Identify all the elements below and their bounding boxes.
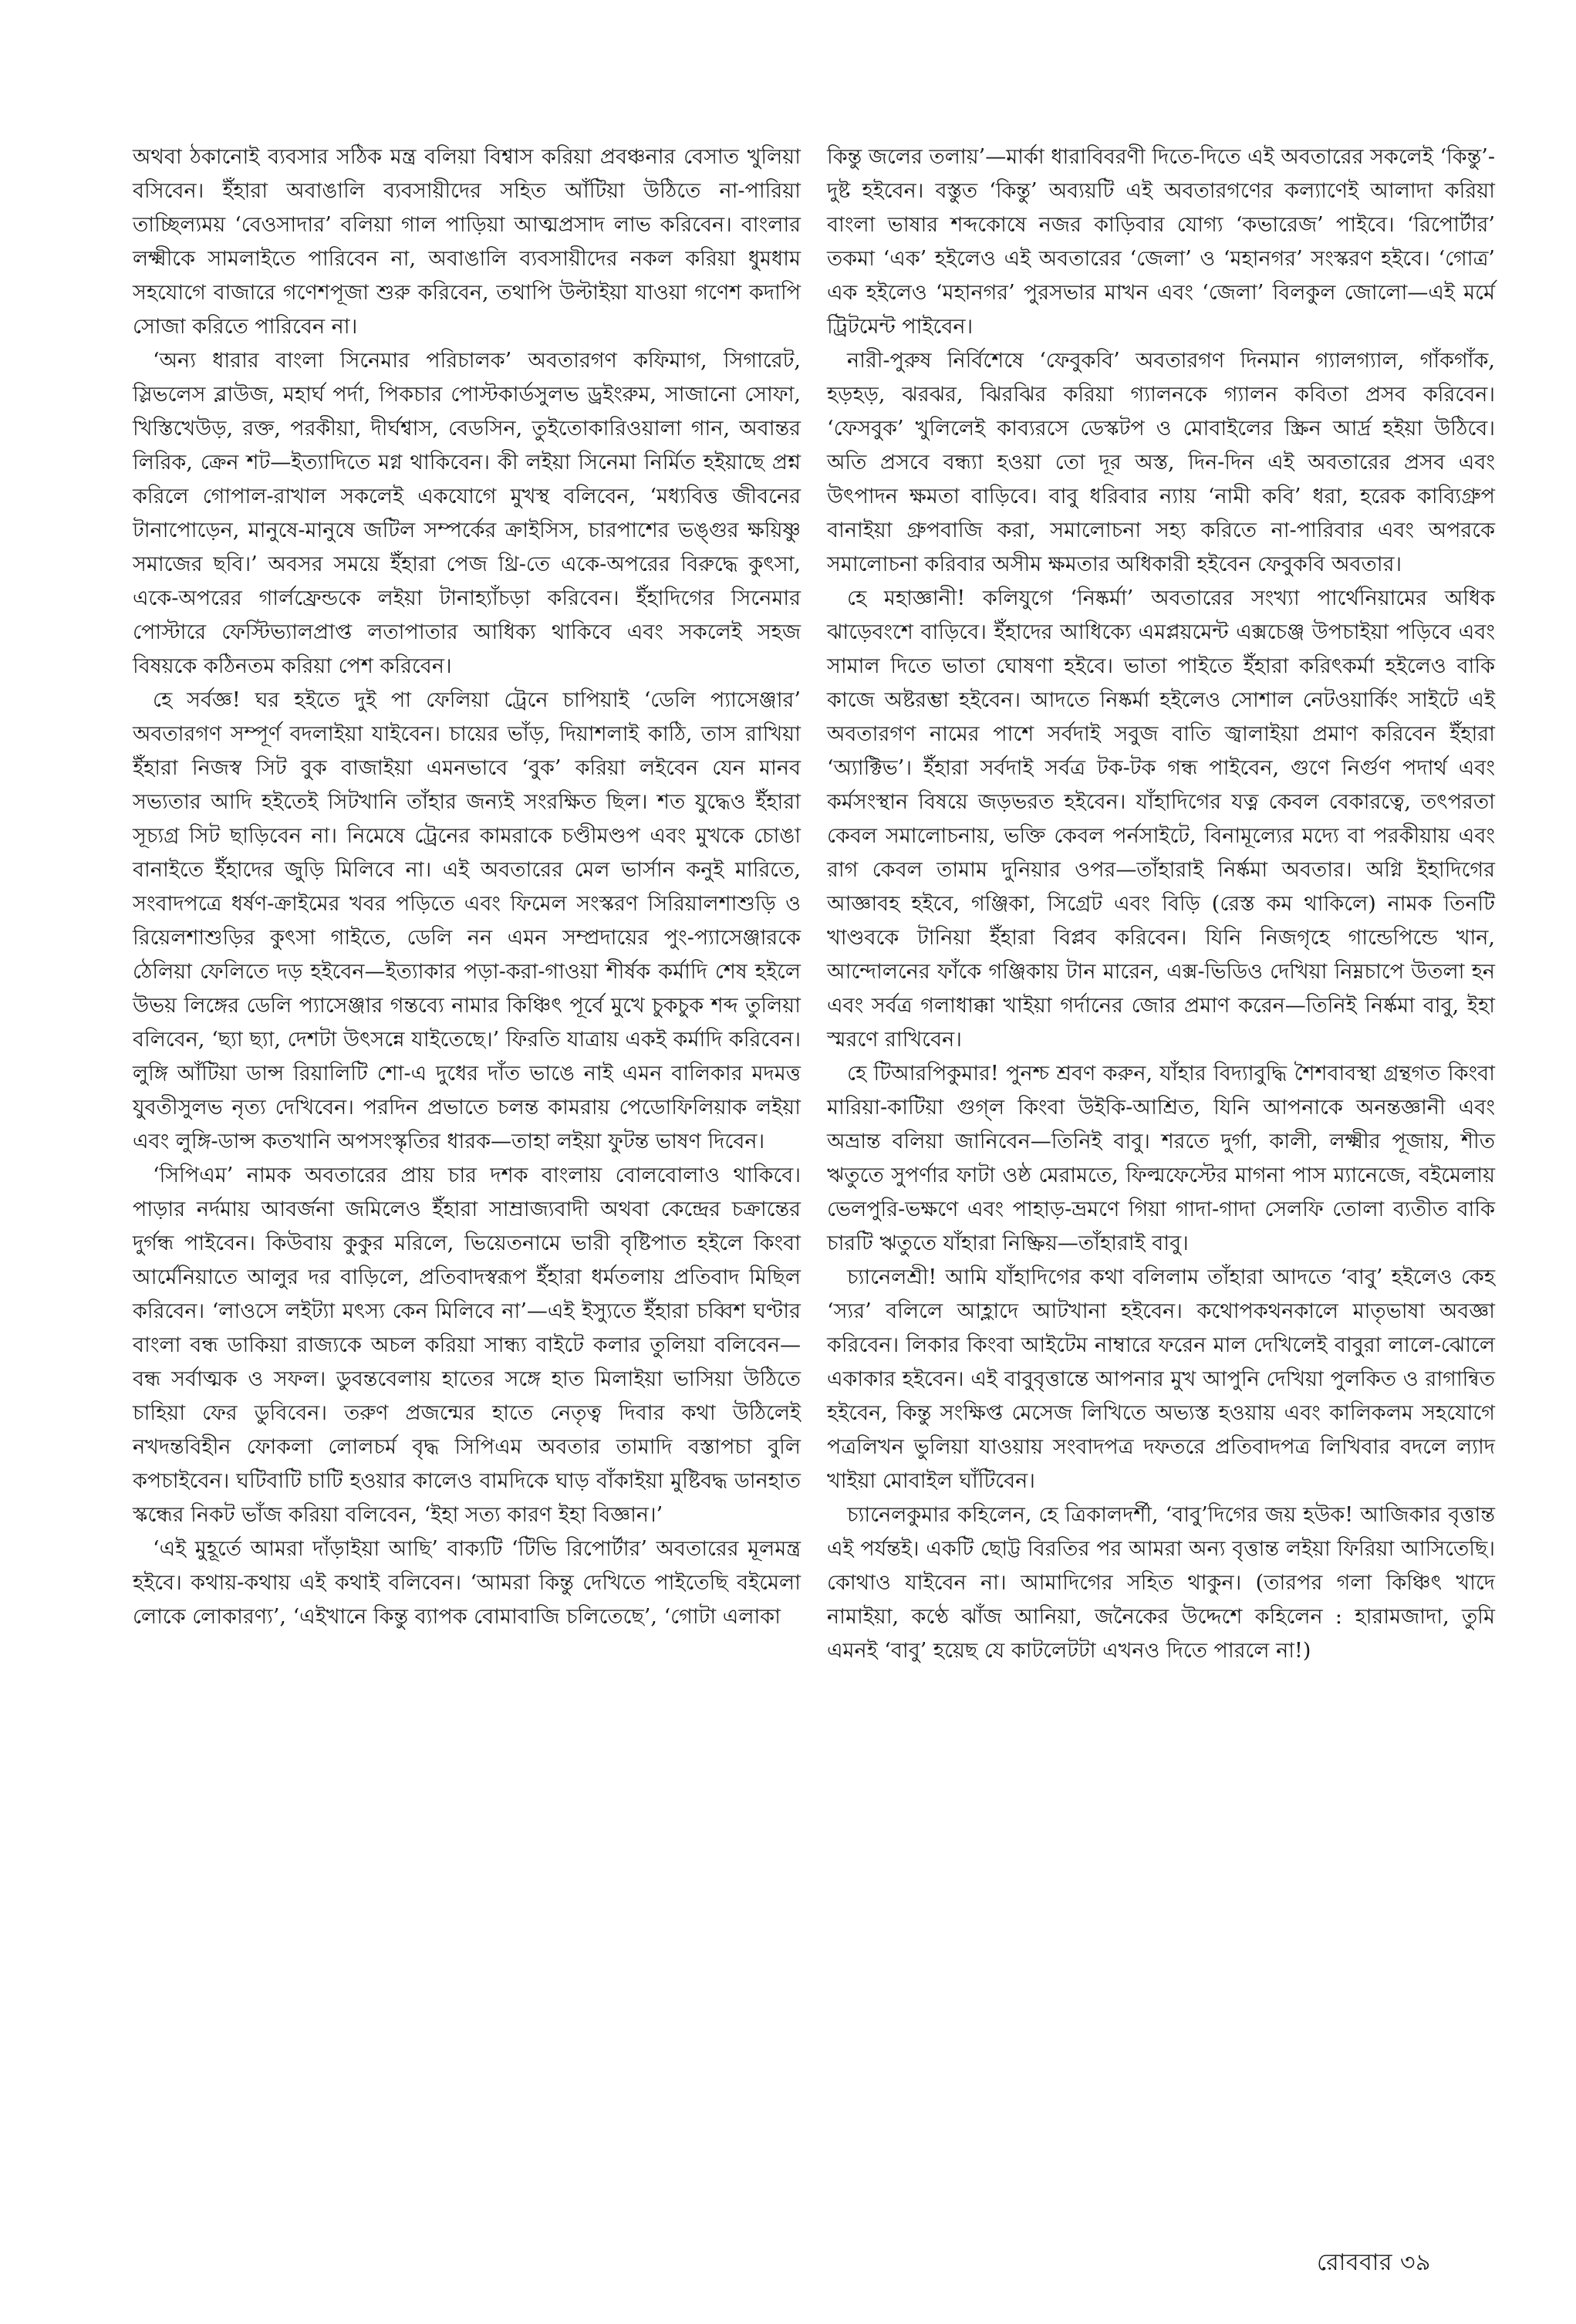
paragraph: ‘অন্য ধারার বাংলা সিনেমার পরিচালক’ অবতারগণ কফিমাগ, সিগারেট, স্লিভলেস ব্লাউজ, মহার্ঘ পর্দা, পিকচার পোস্টকার্ডসুলভ ড্রইংরুম, সাজানো সোফা, খিস্তিখেউড়, রক্ত, পরকীয়া, দীর্ঘশ্বাস, বেডসিন, তুইতোকারিওয়ালা গান, অবান্তর লিরিক, ক্রেন শট—ইত্যাদিতে মগ্ন থাকিবেন। কী লইয়া সিনেমা নির্মিত হইয়াছে প্রশ্ন করিলে গোপাল-রাখাল সকলেই একযোগে মুখস্থ বলিবেন, ‘মধ্যবিত্ত জীবনের টানাপোড়েন, মানুষে-মানুষে জটিল সম্পর্কের ক্রাইসিস, চারপাশের ভঙ্গুর ক্ষয়িষ্ণু সমাজের ছবি।’ অবসর সময়ে ইঁহারা পেজ থ্রি-তে একে-অপরের বিরুদ্ধে কুৎসা, একে-অপরের গার্লফ্রেন্ডকে লইয়া টানাহ্যাঁচড়া করিবেন। ইঁহাদিগের সিনেমার পোস্টারে ফেস্টিভ্যালপ্রাপ্ত লতাপাতার আধিক্য থাকিবে এবং সকলেই সহজ বিষয়কে কঠিনতম করিয়া পেশ করিবেন। <box>133 349 801 678</box>
paragraph: চ্যানেলশ্রী! আমি যাঁহাদিগের কথা বলিলাম তাঁহারা আদতে ‘বাবু’ হইলেও কেহ ‘স্যর’ বলিলে আহ্লাদে আটখানা হইবেন। কথোপকথনকালে মাতৃভাষা অবজ্ঞা করিবেন। লিকার কিংবা আইটেম নাম্বারে ফরেন মাল দেখিলেই বাবুরা লালে-ঝোলে একাকার হইবেন। এই বাবুবৃত্তান্তে আপনার মুখ আপুনি দেখিয়া পুলকিত ও রাগান্বিত হইবেন, কিন্তু সংক্ষিপ্ত মেসেজ লিখিতে অভ্যস্ত হওয়ায় এবং কালিকলম সহযোগে পত্রলিখন ভুলিয়া যাওয়ায় সংবাদপত্র দফতরে প্রতিবাদপত্র লিখিবার বদলে ল্যাদ খাইয়া মোবাইল ঘাঁটিবেন। <box>827 1265 1495 1493</box>
page-footer <box>1317 2244 1431 2283</box>
paragraph: কিন্তু জলের তলায়’—মার্কা ধারাবিবরণী দিতে-দিতে এই অবতারের সকলেই ‘কিন্তু’-দুষ্ট হইবেন। বস্তুত ‘কিন্তু’ অব্যয়টি এই অবতারগণের কল্যাণেই আলাদা করিয়া বাংলা ভাষার শব্দকোষে নজর কাড়িবার যোগ্য ‘কভারেজ’ পাইবে। ‘রিপোর্টার’ তকমা ‘এক’ হইলেও এই অবতারের ‘জেলা’ ও ‘মহানগর’ সংস্করণ হইবে। ‘গোত্র’ এক হইলেও ‘মহানগর’ পুরসভার মাখন এবং ‘জেলা’ বিলকুল জোলো—এই মর্মে ট্রিটমেন্ট পাইবেন। <box>827 145 1495 339</box>
left-column <box>133 140 801 1634</box>
right-column <box>827 140 1495 1668</box>
paragraph: হে সর্বজ্ঞ! ঘর হইতে দুই পা ফেলিয়া ট্রেনে চাপিয়াই ‘ডেলি প্যাসেঞ্জার’ অবতারগণ সম্পূর্ণ বদলাইয়া যাইবেন। চায়ের ভাঁড়, দিয়াশলাই কাঠি, তাস রাখিয়া ইঁহারা নিজস্ব সিট বুক বাজাইয়া এমনভাবে ‘বুক’ করিয়া লইবেন যেন মানব সভ্যতার আদি হইতেই সিটখানি তাঁহার জন্যই সংরক্ষিত ছিল। শত যুদ্ধেও ইঁহারা সূচ্যগ্র সিট ছাড়িবেন না। নিমেষে ট্রেনের কামরাকে চণ্ডীমণ্ডপ এবং মুখকে চোঙা বানাইতে ইঁহাদের জুড়ি মিলিবে না। এই অবতারের মেল ভার্সান কনুই মারিতে, সংবাদপত্রে ধর্ষণ-ক্রাইমের খবর পড়িতে এবং ফিমেল সংস্করণ সিরিয়ালশাশুড়ি ও রিয়েলশাশুড়ির কুৎসা গাইতে, ডেলি নন এমন সম্প্রদায়ের পুং-প্যাসেঞ্জারকে ঠেলিয়া ফেলিতে দড় হইবেন—ইত্যাকার পড়া-করা-গাওয়া শীর্ষক কর্মাদি শেষ হইলে উভয় লিঙ্গের ডেলি প্যাসেঞ্জার গন্তব্যে নামার কিঞ্চিৎ পূর্বে মুখে চুকচুক শব্দ তুলিয়া বলিবেন, ‘ছ্যা ছ্যা, দেশটা উৎসন্নে যাইতেছে।’ ফিরতি যাত্রায় একই কর্মাদি করিবেন। লুঙ্গি আঁটিয়া ডান্স রিয়ালিটি শো-এ দুধের দাঁত ভাঙে নাই এমন বালিকার মদমত্ত যুবতীসুলভ নৃত্য দেখিবেন। পরদিন প্রভাতে চলন্ত কামরায় পেডোফিলিয়াক লইয়া এবং লুঙ্গি-ডান্স কতখানি অপসংস্কৃতির ধারক—তাহা লইয়া ফুটন্ত ভাষণ দিবেন। <box>133 688 801 1154</box>
paragraph: হে মহাজ্ঞানী! কলিযুগে ‘নিষ্কর্মা’ অবতারের সংখ্যা পার্থেনিয়ামের অধিক ঝাড়েবংশে বাড়িবে। ইঁহাদের আধিক্যে এমপ্লয়মেন্ট এক্সচেঞ্জ উপচাইয়া পড়িবে এবং সামাল দিতে ভাতা ঘোষণা হইবে। ভাতা পাইতে ইঁহারা করিৎকর্মা হইলেও বাকি কাজে অষ্টরম্ভা হইবেন। আদতে নিষ্কর্মা হইলেও সোশাল নেটওয়ার্কিং সাইটে এই অবতারগণ নামের পাশে সর্বদাই সবুজ বাতি জ্বালাইয়া প্রমাণ করিবেন ইঁহারা ‘অ্যাক্টিভ’। ইঁহারা সর্বদাই সর্বত্র টক-টক গন্ধ পাইবেন, গুণে নির্গুণ পদার্থ এবং কর্মসংস্থান বিষয়ে জড়ভরত হইবেন। যাঁহাদিগের যত্ন কেবল বেকারত্বে, তৎপরতা কেবল সমালোচনায়, ভক্তি কেবল পর্নসাইটে, বিনামূল্যের মদ্যে বা পরকীয়ায় এবং রাগ কেবল তামাম দুনিয়ার ওপর—তাঁহারাই নির্ষ্কমা অবতার। অগ্নি ইহাদিগের আজ্ঞাবহ হইবে, গঞ্জিকা, সিগ্রেট এবং বিড়ি (রেস্ত কম থাকিলে) নামক তিনটি খাণ্ডবকে টানিয়া ইঁহারা বিপ্লব করিবেন। যিনি নিজগৃহে গান্ডেপিন্ডে খান, আন্দোলনের ফাঁকে গঞ্জিকায় টান মারেন, এক্স-ভিডিও দেখিয়া নিম্নচাপে উতলা হন এবং সর্বত্র গলাধাক্কা খাইয়া গর্দানের জোর প্রমাণ করেন—তিনিই নির্ষ্কমা বাবু, ইহা স্মরণে রাখিবেন। <box>827 586 1495 1052</box>
paragraph: চ্যানেলকুমার কহিলেন, হে ত্রিকালদর্শী, ‘বাবু’দিগের জয় হউক! আজিকার বৃত্তান্ত এই পর্যন্তই। একটি ছোট্ট বিরতির পর আমরা অন্য বৃত্তান্ত লইয়া ফিরিয়া আসিতেছি। কোথাও যাইবেন না। আমাদিগের সহিত থাকুন। (তারপর গলা কিঞ্চিৎ খাদে নামাইয়া, কণ্ঠে ঝাঁজ আনিয়া, জনৈকের উদ্দেশে কহিলেন : হারামজাদা, তুমি এমনই ‘বাবু’ হয়েছ যে কাটলেটটা এখনও দিতে পারলে না!) <box>827 1503 1495 1663</box>
paragraph: নারী-পুরুষ নির্বিশেষে ‘ফেবুকবি’ অবতারগণ দিনমান গ্যালগ্যাল, গাঁকগাঁক, হড়হড়, ঝরঝর, ঝিরঝির করিয়া গ্যালনকে গ্যালন কবিতা প্রসব করিবেন। ‘ফেসবুক’ খুলিলেই কাব্যরসে ডেস্কটপ ও মোবাইলের স্ক্রিন আর্দ্র হইয়া উঠিবে। অতি প্রসবে বন্ধ্যা হওয়া তো দূর অস্ত, দিন-দিন এই অবতারের প্রসব এবং উৎপাদন ক্ষমতা বাড়িবে। বাবু ধরিবার ন্যায় ‘নামী কবি’ ধরা, হরেক কাব্যিগ্রুপ বানাইয়া গ্রুপবাজি করা, সমালোচনা সহ্য করিতে না-পারিবার এবং অপরকে সমালোচনা করিবার অসীম ক্ষমতার অধিকারী হইবেন ফেবুকবি অবতার। <box>827 349 1495 576</box>
page-number-label: রোববার ৩৯ <box>1317 2249 1431 2276</box>
paragraph: ‘এই মুহূর্তে আমরা দাঁড়াইয়া আছি’ বাক্যটি ‘টিভি রিপোর্টার’ অবতারের মূলমন্ত্র হইবে। কথায়-কথায় এই কথাই বলিবেন। ‘আমরা কিন্তু দেখিতে পাইতেছি বইমেলা লোকে লোকারণ্য’, ‘এইখানে কিন্তু ব্যাপক বোমাবাজি চলিতেছে’, ‘গোটা এলাকা <box>133 1537 801 1629</box>
paragraph: অথবা ঠকানোই ব্যবসার সঠিক মন্ত্র বলিয়া বিশ্বাস করিয়া প্রবঞ্চনার বেসাত খুলিয়া বসিবেন। ইঁহারা অবাঙালি ব্যবসায়ীদের সহিত আঁটিয়া উঠিতে না-পারিয়া তাচ্ছিল্যময় ‘বেওসাদার’ বলিয়া গাল পাড়িয়া আত্মপ্রসাদ লাভ করিবেন। বাংলার লক্ষ্মীকে সামলাইতে পারিবেন না, অবাঙালি ব্যবসায়ীদের নকল করিয়া ধুমধাম সহযোগে বাজারে গণেশপূজা শুরু করিবেন, তথাপি উল্টাইয়া যাওয়া গণেশ কদাপি সোজা করিতে পারিবেন না। <box>133 145 801 339</box>
paragraph: হে টিআরপিকুমার! পুনশ্চ শ্রবণ করুন, যাঁহার বিদ্যাবুদ্ধি শৈশবাবস্থা গ্রন্থগত কিংবা মারিয়া-কাটিয়া গুগ্‌ল কিংবা উইকি-আশ্রিত, যিনি আপনাকে অনন্তজ্ঞানী এবং অভ্রান্ত বলিয়া জানিবেন—তিনিই বাবু। শরতে দুর্গা, কালী, লক্ষ্মীর পূজায়, শীত ঋতুতে সুপর্ণার ফাটা ওষ্ঠ মেরামতে, ফিল্মফেস্টের মাগনা পাস ম্যানেজে, বইমেলায় ভেলপুরি-ভক্ষণে এবং পাহাড়-ভ্রমণে গিয়া গাদা-গাদা সেলফি তোলা ব্যতীত বাকি চারটি ঋতুতে যাঁহারা নিষ্ক্রিয়—তাঁহারাই বাবু। <box>827 1062 1495 1255</box>
paragraph: ‘সিপিএম’ নামক অবতারের প্রায় চার দশক বাংলায় বোলবোলাও থাকিবে। পাড়ার নর্দমায় আবর্জনা জমিলেও ইঁহারা সাম্রাজ্যবাদী অথবা কেন্দ্রের চক্রান্তের দুর্গন্ধ পাইবেন। কিউবায় কুকুর মরিলে, ভিয়েতনামে ভারী বৃষ্টিপাত হইলে কিংবা আর্মেনিয়াতে আলুর দর বাড়িলে, প্রতিবাদস্বরূপ ইঁহারা ধর্মতলায় প্রতিবাদ মিছিল করিবেন। ‘লাওসে লইট্যা মৎস্য কেন মিলিবে না’—এই ইস্যুতে ইঁহারা চব্বিশ ঘণ্টার বাংলা বন্ধ ডাকিয়া রাজ্যকে অচল করিয়া সান্ধ্য বাইটে কলার তুলিয়া বলিবেন—বন্ধ সর্বাত্মক ও সফল। ডুবন্তবেলায় হাতের সঙ্গে হাত মিলাইয়া ভাসিয়া উঠিতে চাহিয়া ফের ডুবিবেন। তরুণ প্রজন্মের হাতে নেতৃত্ব দিবার কথা উঠিলেই নখদন্তবিহীন ফোকলা লোলচর্ম বৃদ্ধ সিপিএম অবতার তামাদি বস্তাপচা বুলি কপচাইবেন। ঘটিবাটি চাটি হওয়ার কালেও বামদিকে ঘাড় বাঁকাইয়া মুষ্টিবদ্ধ ডানহাত স্কন্ধের নিকট ভাঁজ করিয়া বলিবেন, ‘ইহা সত্য কারণ ইহা বিজ্ঞান।’ <box>133 1164 801 1527</box>
